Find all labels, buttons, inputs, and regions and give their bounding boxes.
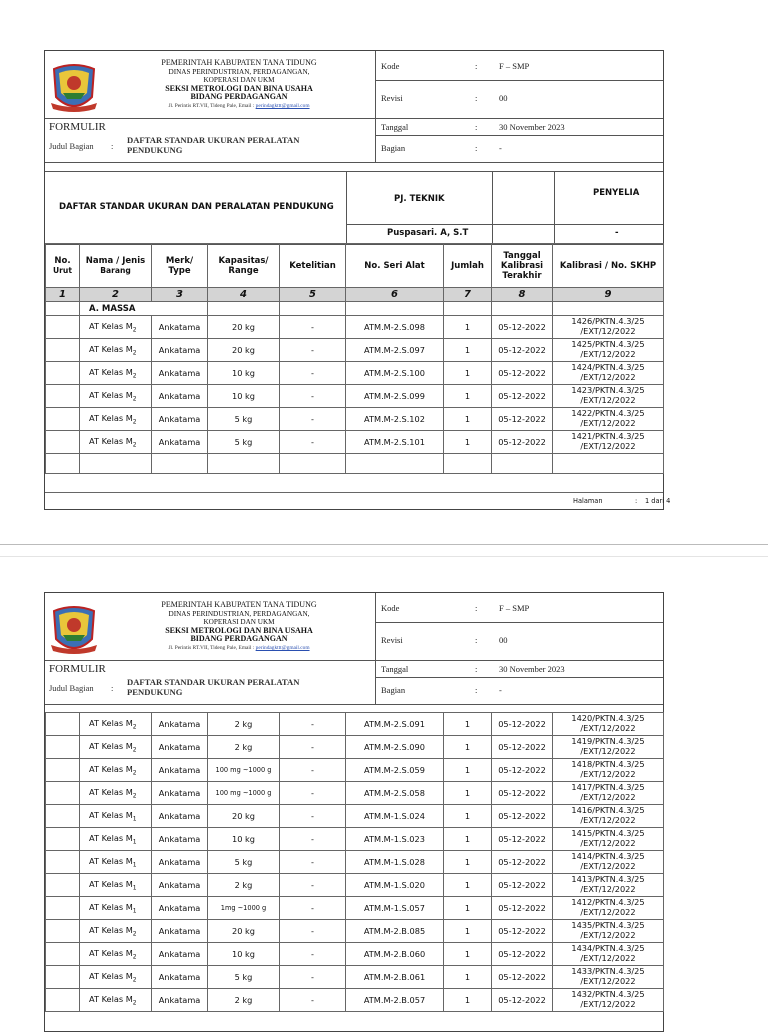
- cell-skhp: 1425/PKTN.4.3/25 /EXT/12/2022: [553, 339, 664, 362]
- halaman-value: 1 dari 4: [645, 497, 671, 505]
- cell-merk: Ankatama: [152, 943, 208, 966]
- cell-jumlah: 1: [444, 943, 492, 966]
- cell-skhp: 1417/PKTN.4.3/25 /EXT/12/2022: [553, 782, 664, 805]
- cell-seri: ATM.M-2.S.097: [346, 339, 444, 362]
- judul-bagian: Judul Bagian : DAFTAR STANDAR UKURAN PERALATAN PENDUKUNG: [49, 677, 300, 697]
- cell-merk: Ankatama: [152, 362, 208, 385]
- col-header-merk: Merk/ Type: [152, 244, 208, 288]
- cell-tanggal: 05-12-2022: [492, 828, 553, 851]
- cell-skhp: 1423/PKTN.4.3/25 /EXT/12/2022: [553, 385, 664, 408]
- cell-tanggal: 05-12-2022: [492, 989, 553, 1012]
- cell-ketelitian: -: [280, 897, 346, 920]
- page-footer: Halaman : 1 dari 4: [45, 492, 663, 509]
- cell-seri: ATM.M-2.B.057: [346, 989, 444, 1012]
- table-row: [46, 943, 664, 966]
- table-row: [46, 431, 664, 454]
- table-row: [46, 408, 664, 431]
- table-row: [46, 759, 664, 782]
- cell-ketelitian: -: [280, 362, 346, 385]
- halaman-label: Halaman: [573, 497, 603, 505]
- cell-no: [46, 805, 80, 828]
- cell-nama: AT Kelas $M_2$: [80, 759, 152, 782]
- cell-merk: Ankatama: [152, 966, 208, 989]
- form-header: PEMERINTAH KABUPATEN TANA TIDUNG DINAS PERINDUSTRIAN, PERDAGANGAN, KOPERASI DAN UKM SEKSI METROLOGI DAN BINA USAHA BIDANG PERDAGANGAN Jl. Perintis RT.VII, Tideng Pale, Email : perindagkttt@gmail.com FORMULIR Judul Bagian : DAFTAR STANDAR UKURAN PERALATAN PENDUKUNG Kode : F – SMP Revisi : 00 Tanggal : 30 November 2023 Bagian : -: [45, 593, 663, 704]
- cell-kapasitas: 20 kg: [208, 339, 280, 362]
- section-a-heading: A. MASSA: [80, 302, 208, 316]
- cell-merk: Ankatama: [152, 713, 208, 736]
- cell-merk: Ankatama: [152, 431, 208, 454]
- column-number: 1: [46, 288, 80, 302]
- col-header-tanggal: Tanggal Kalibrasi Terakhir: [492, 244, 553, 288]
- table-row: [46, 805, 664, 828]
- table-row-empty: [46, 454, 664, 474]
- formulir-label: FORMULIR: [49, 663, 106, 675]
- table-row: [46, 736, 664, 759]
- cell-skhp: 1412/PKTN.4.3/25 /EXT/12/2022: [553, 897, 664, 920]
- cell-jumlah: 1: [444, 408, 492, 431]
- cell-nama: AT Kelas $M_2$: [80, 339, 152, 362]
- cell-skhp: 1419/PKTN.4.3/25 /EXT/12/2022: [553, 736, 664, 759]
- cell-seri: ATM.M-1.S.023: [346, 828, 444, 851]
- cell-no: [46, 339, 80, 362]
- cell-seri: ATM.M-2.S.100: [346, 362, 444, 385]
- col-header-no: No. Urut: [46, 244, 80, 288]
- cell-ketelitian: -: [280, 385, 346, 408]
- cell-tanggal: 05-12-2022: [492, 736, 553, 759]
- cell-tanggal: 05-12-2022: [492, 339, 553, 362]
- agency-letterhead: PEMERINTAH KABUPATEN TANA TIDUNG DINAS PERINDUSTRIAN, PERDAGANGAN, KOPERASI DAN UKM SEKSI METROLOGI DAN BINA USAHA BIDANG PERDAGANGAN Jl. Perintis RT.VII, Tideng Pale, Email : perindagkttt@gmail.com: [161, 600, 317, 651]
- cell-jumlah: 1: [444, 385, 492, 408]
- cell-no: [46, 851, 80, 874]
- cell-kapasitas: 100 mg ~1000 g: [208, 782, 280, 805]
- table-row: [46, 385, 664, 408]
- cell-kapasitas: 20 kg: [208, 805, 280, 828]
- cell-ketelitian: -: [280, 759, 346, 782]
- cell-nama: AT Kelas $M_2$: [80, 408, 152, 431]
- cell-seri: ATM.M-2.B.085: [346, 920, 444, 943]
- table-row: [46, 782, 664, 805]
- cell-nama: AT Kelas $M_2$: [80, 782, 152, 805]
- cell-jumlah: 1: [444, 920, 492, 943]
- column-number: 7: [444, 288, 492, 302]
- cell-skhp: 1421/PKTN.4.3/25 /EXT/12/2022: [553, 431, 664, 454]
- cell-merk: Ankatama: [152, 874, 208, 897]
- cell-kapasitas: 5 kg: [208, 966, 280, 989]
- cell-tanggal: 05-12-2022: [492, 897, 553, 920]
- cell-tanggal: 05-12-2022: [492, 782, 553, 805]
- cell-merk: Ankatama: [152, 989, 208, 1012]
- cell-seri: ATM.M-2.B.060: [346, 943, 444, 966]
- table-row: [46, 874, 664, 897]
- cell-jumlah: 1: [444, 805, 492, 828]
- cell-kapasitas: 20 kg: [208, 316, 280, 339]
- cell-jumlah: 1: [444, 339, 492, 362]
- col-header-jumlah: Jumlah: [444, 244, 492, 288]
- cell-merk: Ankatama: [152, 385, 208, 408]
- cell-jumlah: 1: [444, 713, 492, 736]
- cell-merk: Ankatama: [152, 408, 208, 431]
- table-row: [46, 828, 664, 851]
- cell-no: [46, 920, 80, 943]
- cell-seri: ATM.M-2.B.061: [346, 966, 444, 989]
- table-header-row: [46, 244, 664, 288]
- column-number: 3: [152, 288, 208, 302]
- cell-no: [46, 759, 80, 782]
- cell-merk: Ankatama: [152, 782, 208, 805]
- cell-nama: AT Kelas $M_2$: [80, 362, 152, 385]
- column-number: 4: [208, 288, 280, 302]
- cell-skhp: 1415/PKTN.4.3/25 /EXT/12/2022: [553, 828, 664, 851]
- cell-ketelitian: -: [280, 966, 346, 989]
- cell-no: [46, 431, 80, 454]
- cell-ketelitian: -: [280, 316, 346, 339]
- cell-jumlah: 1: [444, 897, 492, 920]
- cell-merk: Ankatama: [152, 897, 208, 920]
- title-section: [45, 171, 663, 245]
- cell-merk: Ankatama: [152, 339, 208, 362]
- judul-bagian: Judul Bagian : DAFTAR STANDAR UKURAN PERALATAN PENDUKUNG: [49, 135, 300, 155]
- cell-no: [46, 989, 80, 1012]
- col-header-kapasitas: Kapasitas/ Range: [208, 244, 280, 288]
- cell-nama: AT Kelas $M_1$: [80, 851, 152, 874]
- cell-seri: ATM.M-2.S.091: [346, 713, 444, 736]
- cell-skhp: 1422/PKTN.4.3/25 /EXT/12/2022: [553, 408, 664, 431]
- cell-ketelitian: -: [280, 943, 346, 966]
- cell-merk: Ankatama: [152, 920, 208, 943]
- document-page-1: [44, 50, 671, 510]
- cell-kapasitas: 10 kg: [208, 385, 280, 408]
- column-number: 9: [553, 288, 664, 302]
- cell-jumlah: 1: [444, 316, 492, 339]
- cell-nama: AT Kelas $M_1$: [80, 828, 152, 851]
- section-row: [46, 302, 664, 316]
- cell-kapasitas: 100 mg ~1000 g: [208, 759, 280, 782]
- cell-merk: Ankatama: [152, 316, 208, 339]
- pj-teknik-label: PJ. TEKNIK: [394, 194, 445, 204]
- cell-merk: Ankatama: [152, 828, 208, 851]
- cell-no: [46, 385, 80, 408]
- cell-merk: Ankatama: [152, 736, 208, 759]
- cell-jumlah: 1: [444, 851, 492, 874]
- cell-nama: AT Kelas $M_1$: [80, 897, 152, 920]
- cell-no: [46, 828, 80, 851]
- cell-no: [46, 408, 80, 431]
- cell-skhp: 1414/PKTN.4.3/25 /EXT/12/2022: [553, 851, 664, 874]
- cell-seri: ATM.M-2.S.098: [346, 316, 444, 339]
- cell-nama: AT Kelas $M_2$: [80, 966, 152, 989]
- penyelia-name: -: [615, 228, 619, 238]
- document-page-2: [44, 592, 664, 1032]
- cell-tanggal: 05-12-2022: [492, 713, 553, 736]
- cell-no: [46, 782, 80, 805]
- cell-kapasitas: 2 kg: [208, 736, 280, 759]
- cell-no: [46, 713, 80, 736]
- cell-ketelitian: -: [280, 805, 346, 828]
- column-number: 8: [492, 288, 553, 302]
- table-row: [46, 989, 664, 1012]
- table-row: [46, 713, 664, 736]
- table-title: DAFTAR STANDAR UKURAN DAN PERALATAN PENDUKUNG: [59, 202, 334, 212]
- table-row: [46, 362, 664, 385]
- formulir-label: FORMULIR: [49, 121, 106, 133]
- table-row: [46, 920, 664, 943]
- cell-kapasitas: 10 kg: [208, 828, 280, 851]
- cell-ketelitian: -: [280, 828, 346, 851]
- col-header-skhp: Kalibrasi / No. SKHP: [553, 244, 664, 288]
- column-number: 6: [346, 288, 444, 302]
- cell-seri: ATM.M-1.S.057: [346, 897, 444, 920]
- cell-tanggal: 05-12-2022: [492, 759, 553, 782]
- cell-ketelitian: -: [280, 989, 346, 1012]
- standards-table-page-2: [45, 712, 664, 1012]
- cell-kapasitas: 5 kg: [208, 851, 280, 874]
- table-row: [46, 851, 664, 874]
- penyelia-label: PENYELIA: [593, 188, 640, 198]
- cell-merk: Ankatama: [152, 759, 208, 782]
- page-separator: [0, 544, 768, 545]
- cell-nama: AT Kelas $M_2$: [80, 431, 152, 454]
- cell-seri: ATM.M-1.S.020: [346, 874, 444, 897]
- cell-seri: ATM.M-1.S.028: [346, 851, 444, 874]
- cell-jumlah: 1: [444, 966, 492, 989]
- cell-tanggal: 05-12-2022: [492, 385, 553, 408]
- cell-jumlah: 1: [444, 362, 492, 385]
- cell-skhp: 1426/PKTN.4.3/25 /EXT/12/2022: [553, 316, 664, 339]
- cell-ketelitian: -: [280, 874, 346, 897]
- cell-jumlah: 1: [444, 874, 492, 897]
- cell-tanggal: 05-12-2022: [492, 874, 553, 897]
- regency-coat-of-arms-logo-icon: [51, 63, 97, 115]
- cell-jumlah: 1: [444, 782, 492, 805]
- cell-no: [46, 874, 80, 897]
- cell-jumlah: 1: [444, 431, 492, 454]
- email-link: perindagkttt@gmail.com: [255, 102, 310, 109]
- cell-tanggal: 05-12-2022: [492, 362, 553, 385]
- form-header: PEMERINTAH KABUPATEN TANA TIDUNG DINAS PERINDUSTRIAN, PERDAGANGAN, KOPERASI DAN UKM SEKSI METROLOGI DAN BINA USAHA BIDANG PERDAGANGAN Jl. Perintis RT.VII, Tideng Pale, Email : perindagkttt@gmail.com FORMULIR Judul Bagian : DAFTAR STANDAR UKURAN PERALATAN PENDUKUNG Kode : F – SMP Revisi : 00 Tanggal : 30 November 2023 Bagian : -: [45, 51, 663, 162]
- cell-seri: ATM.M-1.S.024: [346, 805, 444, 828]
- cell-seri: ATM.M-2.S.059: [346, 759, 444, 782]
- cell-kapasitas: 2 kg: [208, 713, 280, 736]
- cell-ketelitian: -: [280, 713, 346, 736]
- cell-jumlah: 1: [444, 759, 492, 782]
- pj-teknik-name: Puspasari. A, S.T: [387, 228, 469, 238]
- cell-seri: ATM.M-2.S.101: [346, 431, 444, 454]
- regency-coat-of-arms-logo-icon: [51, 605, 97, 657]
- cell-jumlah: 1: [444, 828, 492, 851]
- cell-nama: AT Kelas $M_2$: [80, 943, 152, 966]
- cell-kapasitas: 2 kg: [208, 874, 280, 897]
- cell-nama: AT Kelas $M_1$: [80, 805, 152, 828]
- cell-ketelitian: -: [280, 431, 346, 454]
- cell-seri: ATM.M-2.S.099: [346, 385, 444, 408]
- cell-tanggal: 05-12-2022: [492, 431, 553, 454]
- cell-kapasitas: 20 kg: [208, 920, 280, 943]
- cell-skhp: 1420/PKTN.4.3/25 /EXT/12/2022: [553, 713, 664, 736]
- cell-nama: AT Kelas $M_2$: [80, 989, 152, 1012]
- cell-nama: AT Kelas $M_2$: [80, 316, 152, 339]
- column-number: 5: [280, 288, 346, 302]
- cell-kapasitas: 5 kg: [208, 431, 280, 454]
- cell-kapasitas: 10 kg: [208, 362, 280, 385]
- column-number-row: [46, 288, 664, 302]
- cell-no: [46, 316, 80, 339]
- page-separator: [0, 556, 768, 557]
- cell-nama: AT Kelas $M_2$: [80, 736, 152, 759]
- table-row: [46, 339, 664, 362]
- standards-table-page-1: [45, 243, 664, 474]
- table-row: [46, 316, 664, 339]
- col-header-nama: Nama / Jenis Barang: [80, 244, 152, 288]
- col-header-seri: No. Seri Alat: [346, 244, 444, 288]
- cell-tanggal: 05-12-2022: [492, 920, 553, 943]
- cell-jumlah: 1: [444, 736, 492, 759]
- cell-no: [46, 943, 80, 966]
- email-link: perindagkttt@gmail.com: [255, 644, 310, 651]
- cell-skhp: 1416/PKTN.4.3/25 /EXT/12/2022: [553, 805, 664, 828]
- cell-skhp: 1432/PKTN.4.3/25 /EXT/12/2022: [553, 989, 664, 1012]
- cell-seri: ATM.M-2.S.102: [346, 408, 444, 431]
- col-header-ketelitian: Ketelitian: [280, 244, 346, 288]
- cell-skhp: 1434/PKTN.4.3/25 /EXT/12/2022: [553, 943, 664, 966]
- cell-skhp: 1424/PKTN.4.3/25 /EXT/12/2022: [553, 362, 664, 385]
- cell-tanggal: 05-12-2022: [492, 408, 553, 431]
- cell-skhp: 1435/PKTN.4.3/25 /EXT/12/2022: [553, 920, 664, 943]
- cell-nama: AT Kelas $M_1$: [80, 874, 152, 897]
- cell-tanggal: 05-12-2022: [492, 966, 553, 989]
- cell-nama: AT Kelas $M_2$: [80, 920, 152, 943]
- cell-kapasitas: 2 kg: [208, 989, 280, 1012]
- cell-merk: Ankatama: [152, 805, 208, 828]
- cell-no: [46, 966, 80, 989]
- cell-ketelitian: -: [280, 339, 346, 362]
- table-row: [46, 897, 664, 920]
- cell-nama: AT Kelas $M_2$: [80, 385, 152, 408]
- cell-skhp: 1418/PKTN.4.3/25 /EXT/12/2022: [553, 759, 664, 782]
- column-number: 2: [80, 288, 152, 302]
- cell-ketelitian: -: [280, 851, 346, 874]
- cell-ketelitian: -: [280, 408, 346, 431]
- cell-skhp: 1413/PKTN.4.3/25 /EXT/12/2022: [553, 874, 664, 897]
- cell-tanggal: 05-12-2022: [492, 805, 553, 828]
- cell-seri: ATM.M-2.S.058: [346, 782, 444, 805]
- cell-tanggal: 05-12-2022: [492, 851, 553, 874]
- cell-kapasitas: 1mg ~1000 g: [208, 897, 280, 920]
- cell-merk: Ankatama: [152, 851, 208, 874]
- cell-no: [46, 736, 80, 759]
- cell-kapasitas: 5 kg: [208, 408, 280, 431]
- cell-ketelitian: -: [280, 736, 346, 759]
- table-row: [46, 966, 664, 989]
- cell-nama: AT Kelas $M_2$: [80, 713, 152, 736]
- cell-seri: ATM.M-2.S.090: [346, 736, 444, 759]
- cell-skhp: 1433/PKTN.4.3/25 /EXT/12/2022: [553, 966, 664, 989]
- agency-letterhead: PEMERINTAH KABUPATEN TANA TIDUNG DINAS PERINDUSTRIAN, PERDAGANGAN, KOPERASI DAN UKM SEKSI METROLOGI DAN BINA USAHA BIDANG PERDAGANGAN Jl. Perintis RT.VII, Tideng Pale, Email : perindagkttt@gmail.com: [161, 58, 317, 109]
- cell-no: [46, 362, 80, 385]
- cell-ketelitian: -: [280, 920, 346, 943]
- cell-no: [46, 897, 80, 920]
- cell-tanggal: 05-12-2022: [492, 943, 553, 966]
- cell-kapasitas: 10 kg: [208, 943, 280, 966]
- cell-ketelitian: -: [280, 782, 346, 805]
- cell-jumlah: 1: [444, 989, 492, 1012]
- cell-tanggal: 05-12-2022: [492, 316, 553, 339]
